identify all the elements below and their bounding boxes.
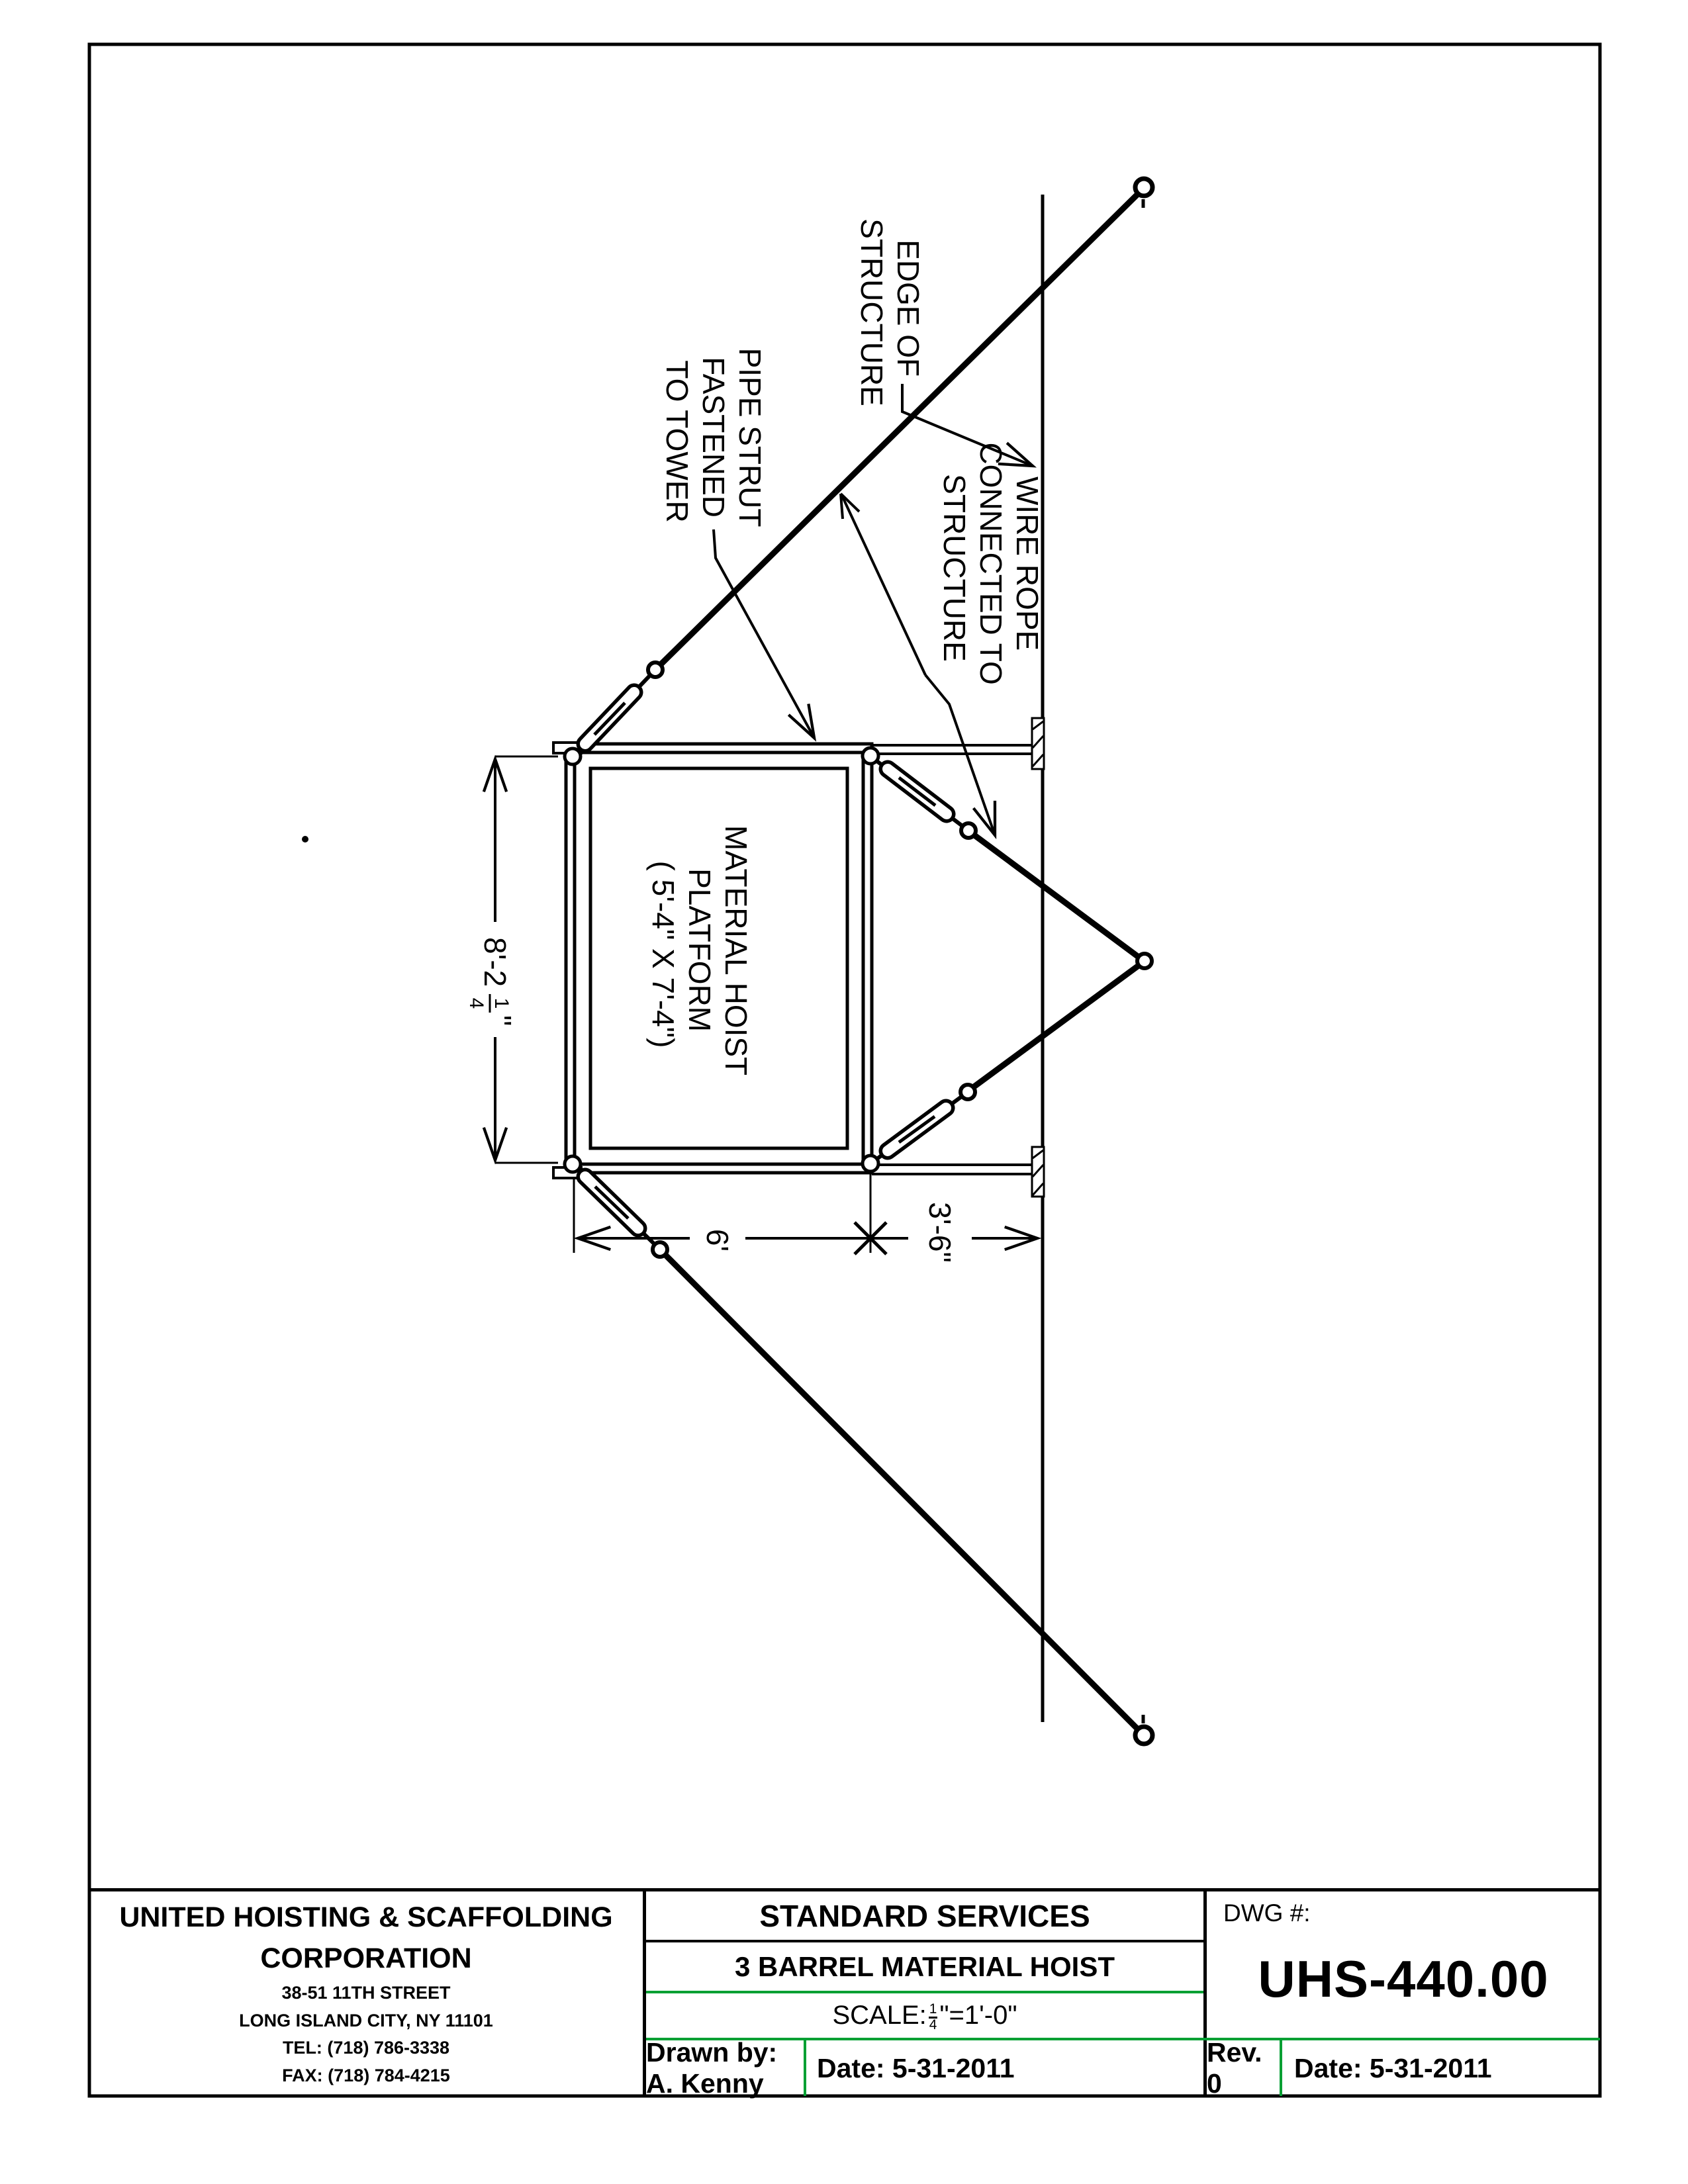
dimension-width-text [700, 1229, 735, 1251]
svg-text:3'-6": 3'-6" [923, 1202, 957, 1263]
v-point-ring [1137, 954, 1152, 968]
turnbuckle-bottom-right [872, 1085, 975, 1162]
company-tel: TEL: (718) 786-3338 [282, 2038, 450, 2058]
svg-text:8'-2: 8'-2 [478, 937, 512, 987]
label-line: TO TOWER [660, 360, 694, 523]
upper-anchor-ring [1135, 179, 1152, 196]
label-edge-of-structure [855, 218, 925, 406]
label-line: ( 5'-4" X 7'-4") [646, 860, 680, 1048]
company-address1: 38-51 11TH STREET [281, 1982, 451, 2003]
scale-fraction: $\frac{1}{4}$ [929, 2001, 937, 2032]
turnbuckle-bottom-left [575, 1166, 667, 1257]
label-line: EDGE OF [891, 240, 925, 377]
label-line: PLATFORM [682, 868, 717, 1032]
company-name-line1: UNITED HOISTING & SCAFFOLDING [119, 1901, 613, 1933]
turnbuckle-top-left [575, 662, 663, 754]
label-line: STRUCTURE [855, 218, 889, 406]
rev-cell: Rev. 0 [1207, 2037, 1262, 2099]
dwg-number-value: UHS-440.00 [1258, 1949, 1549, 2008]
svg-text:4: 4 [465, 997, 487, 1009]
drawn-by-cell: Drawn by: A. Kenny [646, 2037, 778, 2099]
dimension-offset-text [923, 1202, 957, 1263]
label-line: FASTENED [696, 357, 731, 518]
label-pipe-strut [660, 348, 767, 535]
svg-text:WIRE ROPE CONNECTED TO [937, 442, 1045, 693]
svg-text:6': 6' [700, 1228, 735, 1252]
label-line: CONNECTED TO [974, 442, 1008, 685]
label-line: STRUCTURE [937, 474, 972, 662]
svg-text:": " [483, 1015, 518, 1026]
company-panel [89, 1894, 643, 2093]
wire-rope-lower [666, 1255, 1152, 1744]
label-line: MATERIAL HOIST [719, 825, 753, 1075]
label-wire-rope [937, 442, 1045, 693]
leader-edge-of-structure [902, 384, 1033, 466]
turnbuckle-top-right [872, 758, 976, 838]
company-address2: LONG ISLAND CITY, NY 11101 [239, 2010, 493, 2030]
label-line: PIPE STRUT [733, 347, 767, 527]
company-fax: FAX: (718) 784-4215 [282, 2066, 450, 2086]
lower-anchor-ring [1135, 1727, 1152, 1744]
services-title: STANDARD SERVICES [759, 1898, 1090, 1933]
scale-value: "=1'-0" [939, 2001, 1017, 2030]
wire-rope-v [973, 835, 1152, 1087]
svg-text:EDGE OF STRUCTURE [855, 218, 925, 406]
svg-text:1: 1 [491, 997, 512, 1009]
dwg-number-label: DWG #: [1223, 1899, 1311, 1927]
drawn-date-cell: Date: 5-31-2011 [817, 2052, 1015, 2083]
company-name-line2: CORPORATION [260, 1942, 472, 1975]
label-line: WIRE ROPE [1010, 476, 1045, 651]
dimension-height [465, 756, 558, 1163]
dimension-width-offset [574, 1174, 1037, 1263]
rev-date-cell: Date: 5-31-2011 [1294, 2052, 1492, 2083]
scale-row [646, 1993, 1203, 2038]
scale-label: SCALE: [832, 2001, 927, 2030]
dimension-height-text [465, 937, 518, 1026]
point-mark [302, 836, 308, 842]
svg-text:PIPE STRUT FASTENED [660, 348, 767, 535]
drawing-title: 3 BARREL MATERIAL HOIST [734, 1950, 1115, 1982]
